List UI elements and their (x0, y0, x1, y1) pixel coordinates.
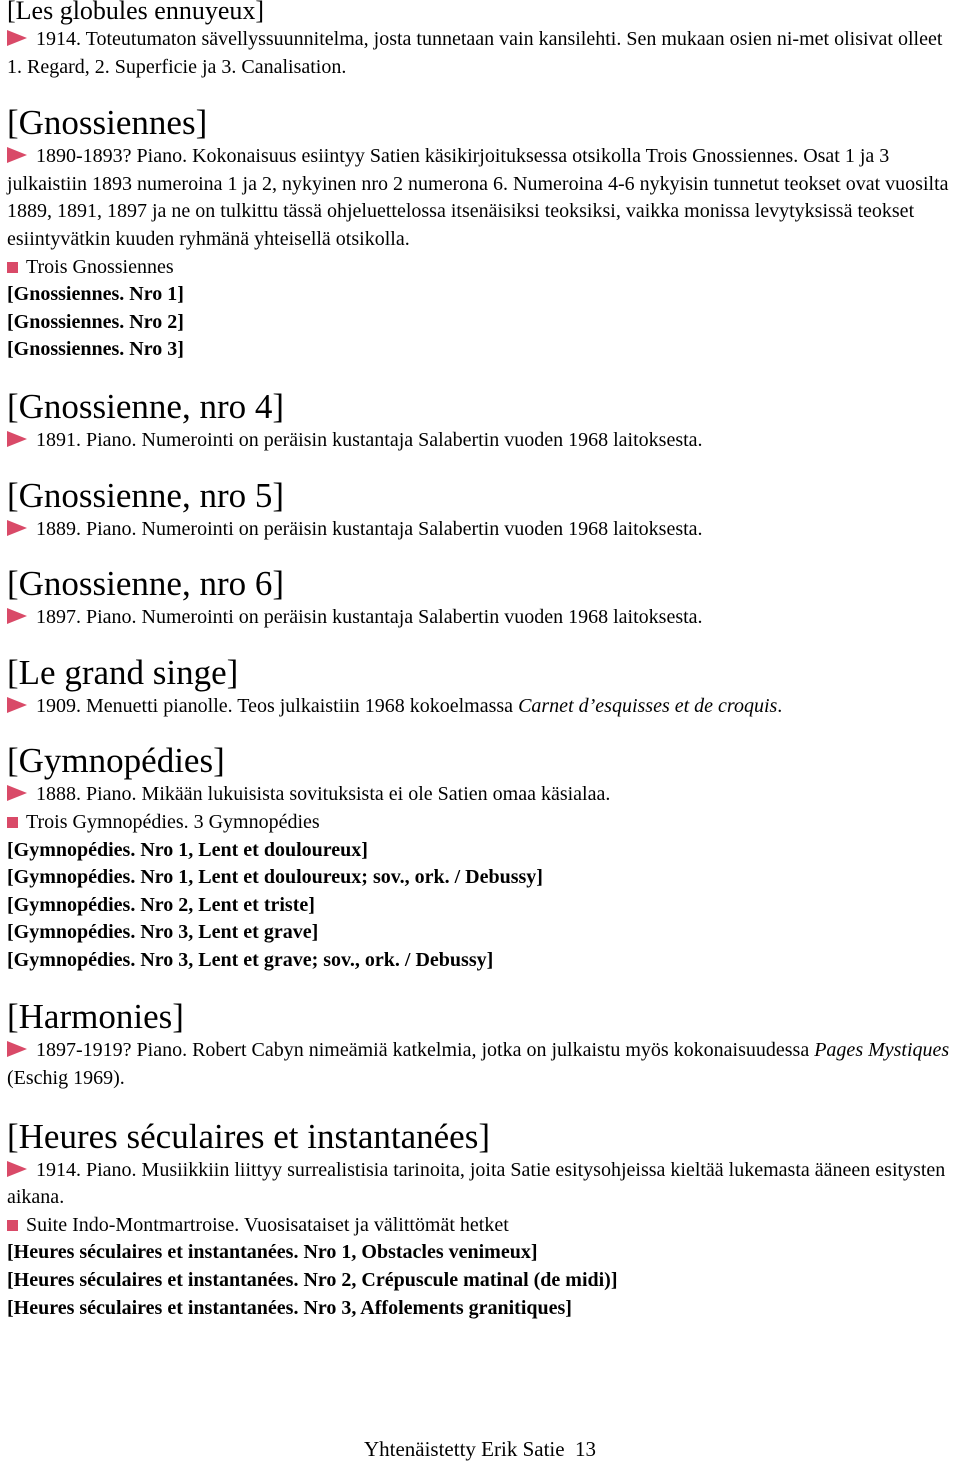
alt-title: Trois Gymnopédies. 3 Gymnopédies (7, 809, 960, 837)
entry-title: [Les globules ennuyeux] (7, 0, 265, 25)
page-footer: Yhtenäistetty Erik Satie 13 (363, 1437, 597, 1461)
triangle-bullet-icon (7, 608, 27, 624)
entry-description: 1897. Piano. Numerointi on peräisin kustantaja Salabertin vuoden 1968 laitoksesta. (7, 604, 960, 632)
triangle-bullet-icon (7, 520, 27, 536)
sub-item: [Heures séculaires et instantanées. Nro 2, Crépuscule matinal (de midi)] (7, 1269, 618, 1292)
triangle-bullet-icon (7, 785, 27, 801)
sub-item: [Gymnopédies. Nro 1, Lent et douloureux] (7, 838, 368, 861)
entry-title: [Gnossienne, nro 5] (7, 475, 285, 515)
entry-title: [Gymnopédies] (7, 741, 225, 781)
triangle-bullet-icon (7, 30, 27, 46)
entry-description: 1891. Piano. Numerointi on peräisin kustantaja Salabertin vuoden 1968 laitoksesta. (7, 427, 960, 455)
sub-item: [Gnossiennes. Nro 2] (7, 310, 184, 333)
entry-title: [Gnossienne, nro 6] (7, 564, 285, 604)
sub-item: [Heures séculaires et instantanées. Nro 3, Affolements granitiques] (7, 1296, 572, 1319)
entry-description: 1914. Piano. Musiikkiin liittyy surrealistisia tarinoita, joita Satie esitysohjeissa kieltää lukemasta ääneen esitysten aikana. (7, 1158, 946, 1209)
entry-title: [Harmonies] (7, 997, 184, 1037)
triangle-bullet-icon (7, 1041, 27, 1057)
sub-item: [Gymnopédies. Nro 3, Lent et grave] (7, 921, 319, 944)
sub-item: [Gnossiennes. Nro 3] (7, 338, 184, 361)
entry-description: 1897-1919? Piano. Robert Cabyn nimeämiä katkelmia, jotka on julkaistu myös kokonaisuudessa Pages Mystiques (Eschig 1969). (7, 1039, 950, 1090)
triangle-bullet-icon (7, 697, 27, 713)
entry-description: 1914. Toteutumaton sävellyssuunnitelma, josta tunnetaan vain kansilehti. Sen mukaan osien ni-met olisivat olleet 1. Regard, 2. Superficie ja 3. Canalisation. (7, 28, 943, 78)
sub-item: [Gymnopédies. Nro 2, Lent et triste] (7, 893, 315, 916)
entry-title: [Gnossiennes] (7, 103, 208, 143)
square-bullet-icon (7, 1220, 18, 1231)
square-bullet-icon (7, 817, 18, 828)
entry-description: 1888. Piano. Mikään lukuisista sovituksista ei ole Satien omaa käsialaa. (7, 781, 960, 809)
triangle-bullet-icon (7, 1161, 27, 1177)
sub-item: [Gymnopédies. Nro 3, Lent et grave; sov., ork. / Debussy] (7, 948, 494, 971)
entry-description: 1890-1893? Piano. Kokonaisuus esiintyy Satien käsikirjoituksessa otsikolla Trois Gnossiennes. Osat 1 ja 3 julkaistiin 1893 numeroina 1 ja 2, nykyinen nro 2 numerona 6. Numeroina 4-6 nykyisin tunnetut teokset ovat vuosilta 1889, 1891, 1897 ja ne on tulkittu tässä ohjeluettelossa itsenäisiksi teoksiksi, vaikka monissa levytyksissä teokset esiintyvätkin kuuden ryhmänä yhteisellä otsikolla. (7, 145, 949, 250)
square-bullet-icon (7, 262, 18, 273)
document-page (7, 0, 960, 1322)
entry-description: 1889. Piano. Numerointi on peräisin kustantaja Salabertin vuoden 1968 laitoksesta. (7, 516, 960, 544)
triangle-bullet-icon (7, 147, 27, 163)
entry-title: [Heures séculaires et instantanées] (7, 1116, 490, 1156)
alt-title: Suite Indo-Montmartroise. Vuosisataiset ja välittömät hetket (7, 1212, 960, 1240)
sub-item: [Gymnopédies. Nro 1, Lent et douloureux; sov., ork. / Debussy] (7, 866, 543, 889)
alt-title: Trois Gnossiennes (7, 254, 960, 282)
sub-item: [Heures séculaires et instantanées. Nro 1, Obstacles venimeux] (7, 1241, 538, 1264)
entry-description: 1909. Menuetti pianolle. Teos julkaistiin 1968 kokoelmassa Carnet d’esquisses et de croquis. (7, 693, 960, 721)
entry-title: [Le grand singe] (7, 652, 239, 692)
triangle-bullet-icon (7, 431, 27, 447)
entry-title: [Gnossienne, nro 4] (7, 386, 285, 426)
sub-item: [Gnossiennes. Nro 1] (7, 283, 184, 306)
